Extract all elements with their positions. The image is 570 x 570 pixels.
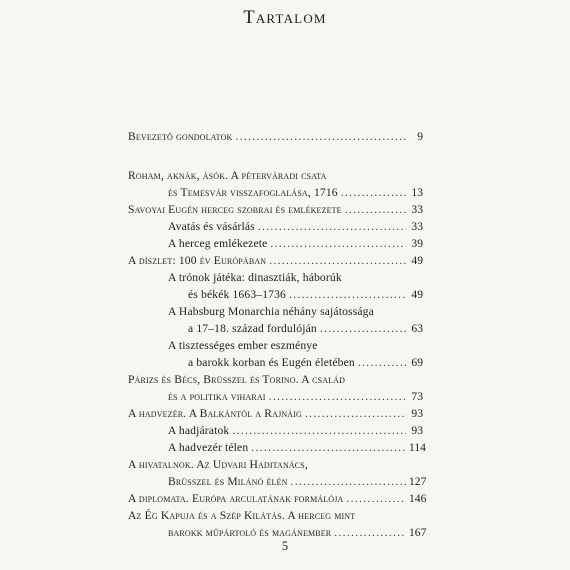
toc-entry-text: és a politika viharai: [168, 390, 266, 403]
toc-entry-text: és Temesvár visszafoglalása, 1716: [168, 186, 338, 199]
toc-page-number: 49: [411, 254, 423, 267]
leader-dots: [269, 254, 406, 268]
toc-page-number: 33: [411, 220, 423, 233]
toc-entry: [128, 373, 423, 387]
leader-dots: [341, 186, 406, 200]
toc-entry-text: a barokk korban és Eugén életében: [188, 356, 355, 369]
toc-page-number: 13: [411, 186, 423, 199]
toc-page-number: 49: [411, 288, 423, 301]
toc-entry-text: A Habsburg Monarchia néhány sajátossága: [168, 305, 374, 318]
leader-dots: [251, 441, 406, 455]
leader-dots: [345, 203, 406, 217]
leader-dots: [320, 322, 406, 336]
toc-entry: [128, 254, 423, 268]
toc-page-number: 114: [409, 441, 426, 454]
toc-subentry-continuation: [188, 322, 423, 336]
toc-entry-text: A herceg emlékezete: [168, 237, 268, 250]
leader-dots: [305, 407, 406, 421]
toc-subentry: [168, 305, 423, 319]
toc-page-number: 93: [411, 424, 423, 437]
leader-dots: [289, 288, 406, 302]
toc-entry: [128, 169, 423, 183]
toc-entry-text: a 17–18. század fordulóján: [188, 322, 317, 335]
leader-dots: [358, 356, 406, 370]
toc-entry: [128, 130, 423, 144]
toc-subentry-continuation: [188, 288, 423, 302]
toc-page-number: 69: [411, 356, 423, 369]
toc-subentry-continuation: [188, 356, 423, 370]
toc-entry-continuation: [168, 390, 423, 404]
toc-entry-text: A hivatalnok. Az Udvari Haditanács,: [128, 458, 308, 471]
toc-entry-text: Avatás és vásárlás: [168, 220, 255, 233]
toc-page-number: 9: [417, 130, 423, 143]
toc-subentry: [168, 424, 423, 438]
toc-entry-text: barokk műpártoló és magánember: [168, 526, 332, 539]
toc-page-number: 73: [411, 390, 423, 403]
leader-dots: [235, 130, 406, 144]
toc-subentry: [168, 237, 423, 251]
toc-entry-continuation: [168, 475, 427, 489]
page-title: Tartalom: [243, 8, 327, 28]
page-number: 5: [281, 539, 289, 553]
leader-dots: [232, 424, 406, 438]
toc-subentry: [168, 271, 423, 285]
leader-dots: [291, 475, 406, 489]
toc-entry: [128, 492, 427, 506]
toc-page-number: 127: [409, 475, 427, 488]
toc-entry: [128, 458, 423, 472]
toc-page-number: 167: [409, 526, 427, 539]
toc-entry-text: A hadvezér. A Balkántól a Rajnáig: [128, 407, 302, 420]
leader-dots: [269, 390, 406, 404]
toc-entry-text: A diplomata. Európa arculatának formálója: [128, 492, 344, 505]
toc-entry-text: és békék 1663–1736: [188, 288, 287, 301]
leader-dots: [258, 220, 406, 234]
toc-entry-text: Párizs és Bécs, Brüsszel és Torino. A család: [128, 373, 346, 386]
toc-page-number: 93: [411, 407, 423, 420]
toc-entry: [128, 407, 423, 421]
toc-entry-text: Roham, aknák, ásók. A péterváradi csata: [128, 169, 327, 182]
toc-page-number: 63: [411, 322, 423, 335]
toc-page-number: 39: [411, 237, 423, 250]
toc-entry-text: Az Ég Kapuja és a Szép Kilátás. A herceg mint: [128, 509, 356, 522]
toc-entry: [128, 203, 423, 217]
toc-entry-text: Savoyai Eugén herceg szobrai és emlékezete: [128, 203, 342, 216]
toc-entry-text: Bevezető gondolatok: [128, 130, 233, 143]
toc-page-number: 146: [409, 492, 427, 505]
toc-entry: [128, 509, 423, 523]
toc-entry-text: A díszlet: 100 év Európában: [128, 254, 267, 267]
toc-entry-text: A trónok játéka: dinasztiák, háborúk: [168, 271, 342, 284]
toc-entry-text: A hadvezér télen: [168, 441, 249, 454]
toc-subentry: [168, 220, 423, 234]
toc-page-number: 33: [411, 203, 423, 216]
leader-dots: [270, 237, 406, 251]
toc-entry-text: A hadjáratok: [168, 424, 230, 437]
leader-dots: [334, 526, 406, 540]
toc-subentry: [168, 339, 423, 353]
toc-entry-text: A tisztességes ember eszménye: [168, 339, 318, 352]
toc-subentry: [168, 441, 426, 455]
toc-entry-continuation: [168, 186, 423, 200]
leader-dots: [346, 492, 406, 506]
toc-entry-text: Brüsszel és Milánó élén: [168, 475, 288, 488]
toc-entry-continuation: [168, 526, 427, 540]
